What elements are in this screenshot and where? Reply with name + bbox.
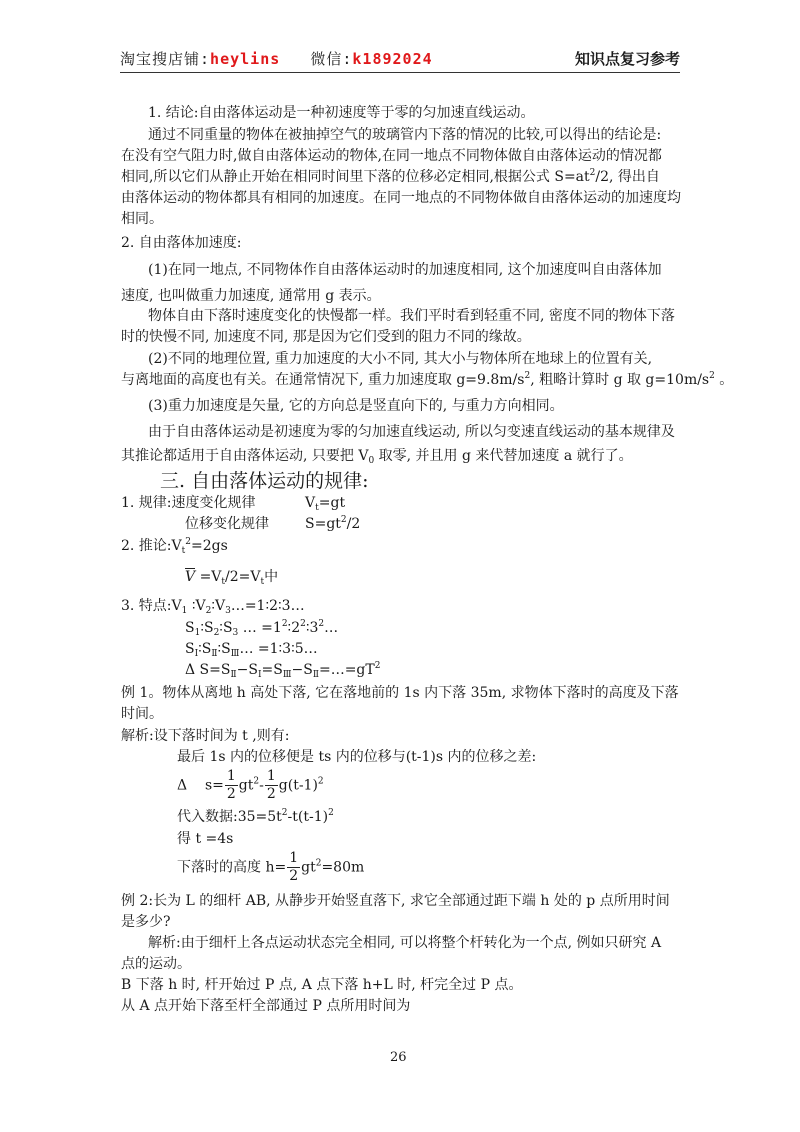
corollary-mean-velocity: $V =V_t/2=V_t$中 — [185, 569, 279, 587]
header-title: 知识点复习参考 — [574, 50, 680, 68]
header-divider — [120, 72, 680, 73]
paragraph-line: 物体自由下落时速度变化的快慢都一样。我们平时看到轻重不同, 密度不同的物体下落 — [148, 308, 675, 324]
example-1-question: 时间。 — [121, 706, 163, 722]
item-3-line: (3)重力加速度是矢量, 它的方向总是竖直向下的, 与重力方向相同。 — [148, 398, 564, 414]
corollary-line: 2. 推论$:V_t^2=2gs$ — [121, 537, 228, 556]
example-2-question: 例 2:长为 L 的细杆 AB, 从静步开始竖直落下, 求它全部通过距下端 h 处的 p 点所用时间 — [121, 893, 670, 909]
feature-line-1: 3. 特点$:V_1$ $∶V_2∶V_3\dots=1∶2∶3\dots$ — [121, 598, 305, 616]
paragraph-line: 相同。 — [121, 211, 163, 227]
rule-displacement-eq: $S=gt^2/2$ — [305, 515, 361, 532]
feature-line-3: $S_Ⅰ∶S_Ⅱ∶S_Ⅲ\dots$ =1∶3∶5… — [185, 641, 318, 659]
example-1-result: 得 t =4s — [177, 831, 234, 847]
example-2-question: 是多少? — [121, 914, 171, 930]
paragraph-line: 其推论都适用于自由落体运动, 只要把 $V_0$ 取零, 并且用 g 来代替加速度 a 就行了。 — [121, 448, 633, 466]
example-1-solution: 最后 1s 内的位移便是 ts 内的位移与(t-1)s 内的位移之差: — [177, 749, 537, 765]
rule-velocity-label: 1. 规律:速度变化规律 — [121, 495, 256, 511]
wechat-label: 微信: — [310, 50, 353, 68]
example-2-solution: B 下落 h 时, 杆开始过 P 点, A 点下落 h+L 时, 杆完全过 P 点。 — [121, 977, 523, 993]
paragraph-line: 相同,所以它们从静止开始在相同时间里下落的位移必定相同,根据公式 $S=at^2/2$, 得出自 — [121, 168, 660, 185]
shop-label: 淘宝搜店铺: — [120, 50, 211, 68]
paragraph-line: 在没有空气阻力时,做自由落体运动的物体,在同一地点不同物体做自由落体运动的情况都 — [121, 148, 662, 164]
page-header — [120, 46, 680, 74]
paragraph-line: 由落体运动的物体都具有相同的加速度。在同一地点的不同物体做自由落体运动的加速度均 — [121, 190, 681, 206]
fraction-half: $\frac{1}{2}$ — [266, 768, 276, 802]
example-1-height: 下落时的高度 h= $\frac{1}{2}$ $gt^2=80m$ — [177, 850, 365, 884]
shop-name: heylins — [210, 50, 281, 68]
paragraph-line: 时的快慢不同, 加速度不同, 那是因为它们受到的阻力不同的缘故。 — [121, 329, 531, 345]
example-1-substitution: 代入数据$:35=5t^2-t(t-1)^2$ — [177, 808, 334, 825]
item-2-line: (2)不同的地理位置, 重力加速度的大小不同, 其大小与物体所在地球上的位置有关, — [148, 351, 653, 367]
example-2-solution: 解析:由于细杆上各点运动状态完全相同, 可以将整个杆转化为一个点, 例如只研究 A — [148, 935, 662, 951]
header-shop-info — [120, 48, 433, 69]
rule-displacement-label: 位移变化规律 — [185, 516, 269, 532]
conclusion-line: 1. 结论:自由落体运动是一种初速度等于零的匀加速直线运动。 — [148, 105, 535, 121]
example-1-solution: 解析:设下落时间为 t ,则有: — [121, 728, 290, 744]
paragraph-line: 由于自由落体运动是初速度为零的匀加速直线运动, 所以匀变速直线运动的基本规律及 — [148, 424, 675, 440]
feature-line-2: $S_1∶S_2∶S_3$ … $=1^2∶2^2∶3^2\dots$ — [185, 619, 339, 638]
rule-velocity-eq: $V_t=gt$ — [305, 495, 346, 513]
item-1-line: 速度, 也叫做重力加速度, 通常用 g 表示。 — [121, 288, 381, 304]
item-1-line: (1)在同一地点, 不同物体作自由落体运动时的加速度相同, 这个加速度叫自由落体加 — [148, 262, 662, 278]
example-1-question: 例 1。物体从离地 h 高处下落, 它在落地前的 1s 内下落 35m, 求物体下落时的高度及下落 — [121, 685, 679, 701]
fraction-half: $\frac{1}{2}$ — [289, 850, 299, 884]
example-2-solution: 从 A 点开始下落至杆全部通过 P 点所用时间为 — [121, 998, 411, 1014]
section-heading: 2. 自由落体加速度: — [121, 235, 242, 251]
example-1-formula: Δ s= $\frac{1}{2}$ $gt^2-$ $\frac{1}{2}$ $g(t-1)^2$ — [177, 768, 324, 802]
feature-line-4: Δ $S=S_Ⅱ-S_Ⅰ=S_Ⅲ-S_Ⅱ=\dots=gT^2$ — [185, 661, 381, 680]
paragraph-line: 通过不同重量的物体在被抽掉空气的玻璃管内下落的情况的比较,可以得出的结论是: — [148, 127, 662, 143]
section-3-title: 三. 自由落体运动的规律: — [160, 470, 369, 492]
item-2-line: 与离地面的高度也有关。在通常情况下, 重力加速度取 $g=9.8m/s^2$, 粗略计算时 g 取 $g=10m/s^2$ 。 — [121, 371, 734, 388]
fraction-half: $\frac{1}{2}$ — [226, 768, 236, 802]
wechat-id: k1892024 — [352, 50, 433, 68]
example-2-solution: 点的运动。 — [121, 956, 191, 972]
page-number: 26 — [390, 1050, 407, 1065]
